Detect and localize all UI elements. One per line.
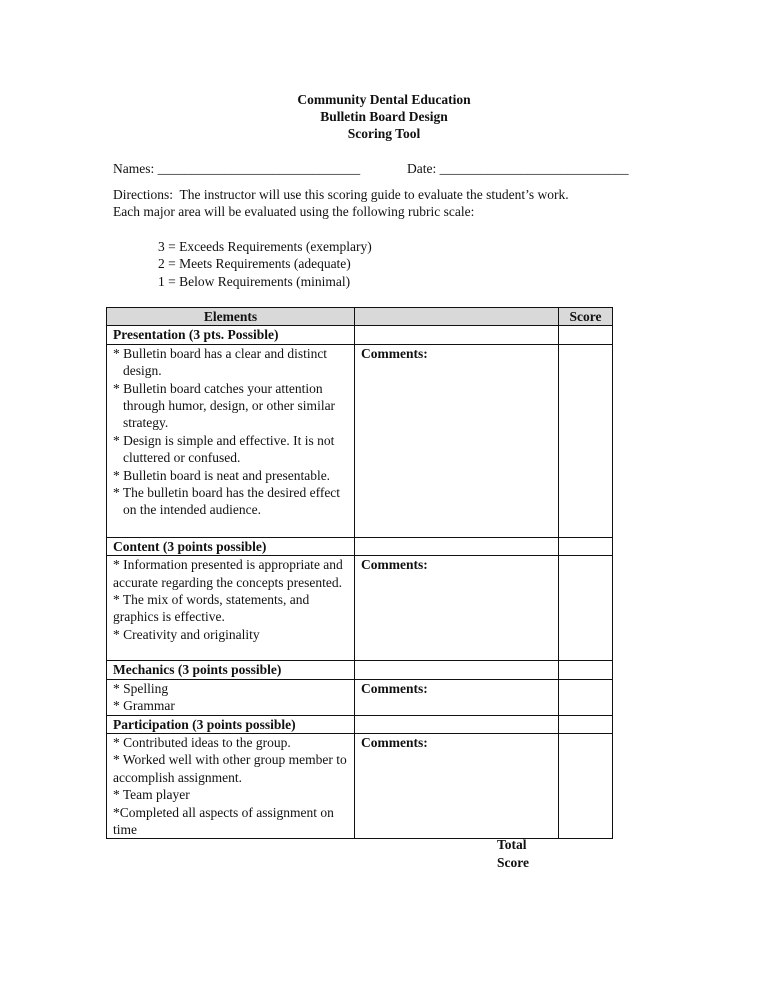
- score-cell: [559, 344, 613, 537]
- scale-item: 1 = Below Requirements (minimal): [158, 274, 351, 289]
- criterion: * Grammar: [113, 698, 175, 714]
- criterion: * Bulletin board has a clear and distinct design.: [113, 345, 328, 379]
- total-score-label: Total Score: [497, 837, 529, 870]
- criterion: * Creativity and originality: [113, 626, 260, 642]
- rubric-table: [106, 307, 613, 839]
- criterion: * Contributed ideas to the group.: [113, 735, 291, 751]
- criteria-cell: [107, 734, 355, 839]
- criterion: * Worked well with other group member to accomplish assignment.: [113, 752, 347, 785]
- section-title: Presentation (3 pts. Possible): [107, 326, 355, 344]
- scale-item: 3 = Exceeds Requirements (exemplary): [158, 239, 372, 254]
- criteria-cell: [107, 556, 355, 661]
- score-cell: [559, 734, 613, 839]
- criterion: * The bulletin board has the desired effect on the intended audience.: [113, 485, 341, 518]
- comments-cell: Comments:: [355, 734, 559, 839]
- criterion: * Information presented is appropriate and accurate regarding the concepts presented.: [113, 557, 343, 590]
- criteria-cell: [107, 679, 355, 715]
- section-title: Participation (3 points possible): [107, 715, 355, 733]
- comments-cell: Comments:: [355, 679, 559, 715]
- directions-line-1: Directions: The instructor will use this scoring guide to evaluate the student’s work.: [113, 187, 569, 202]
- criterion: * Bulletin board catches your attention through humor, design, or other similar strategy.: [113, 380, 336, 431]
- doc-subtitle-2: Scoring Tool: [347, 126, 421, 141]
- date-field: Date: ____________________________: [407, 161, 629, 176]
- doc-title: Community Dental Education: [297, 92, 471, 107]
- elements-header: Elements: [107, 308, 355, 326]
- section-title: Mechanics (3 points possible): [107, 661, 355, 679]
- comments-cell: Comments:: [355, 344, 559, 537]
- directions-line-2: Each major area will be evaluated using the following rubric scale:: [113, 204, 475, 219]
- section-title: Content (3 points possible): [107, 537, 355, 555]
- criterion: * Bulletin board is neat and presentable.: [113, 467, 331, 483]
- comments-cell: Comments:: [355, 556, 559, 661]
- doc-subtitle: Bulletin Board Design: [320, 109, 448, 124]
- criterion: * The mix of words, statements, and graphics is effective.: [113, 592, 310, 625]
- criterion: * Team player: [113, 787, 190, 803]
- criteria-cell: [107, 344, 355, 537]
- score-header: Score: [559, 308, 613, 326]
- score-cell: [559, 679, 613, 715]
- criterion: * Spelling: [113, 680, 169, 696]
- names-field: Names: ______________________________: [113, 161, 361, 176]
- score-cell: [559, 556, 613, 661]
- criterion: *Completed all aspects of assignment on time: [113, 804, 334, 838]
- criterion: * Design is simple and effective. It is not cluttered or confused.: [113, 432, 335, 466]
- scale-item: 2 = Meets Requirements (adequate): [158, 256, 351, 271]
